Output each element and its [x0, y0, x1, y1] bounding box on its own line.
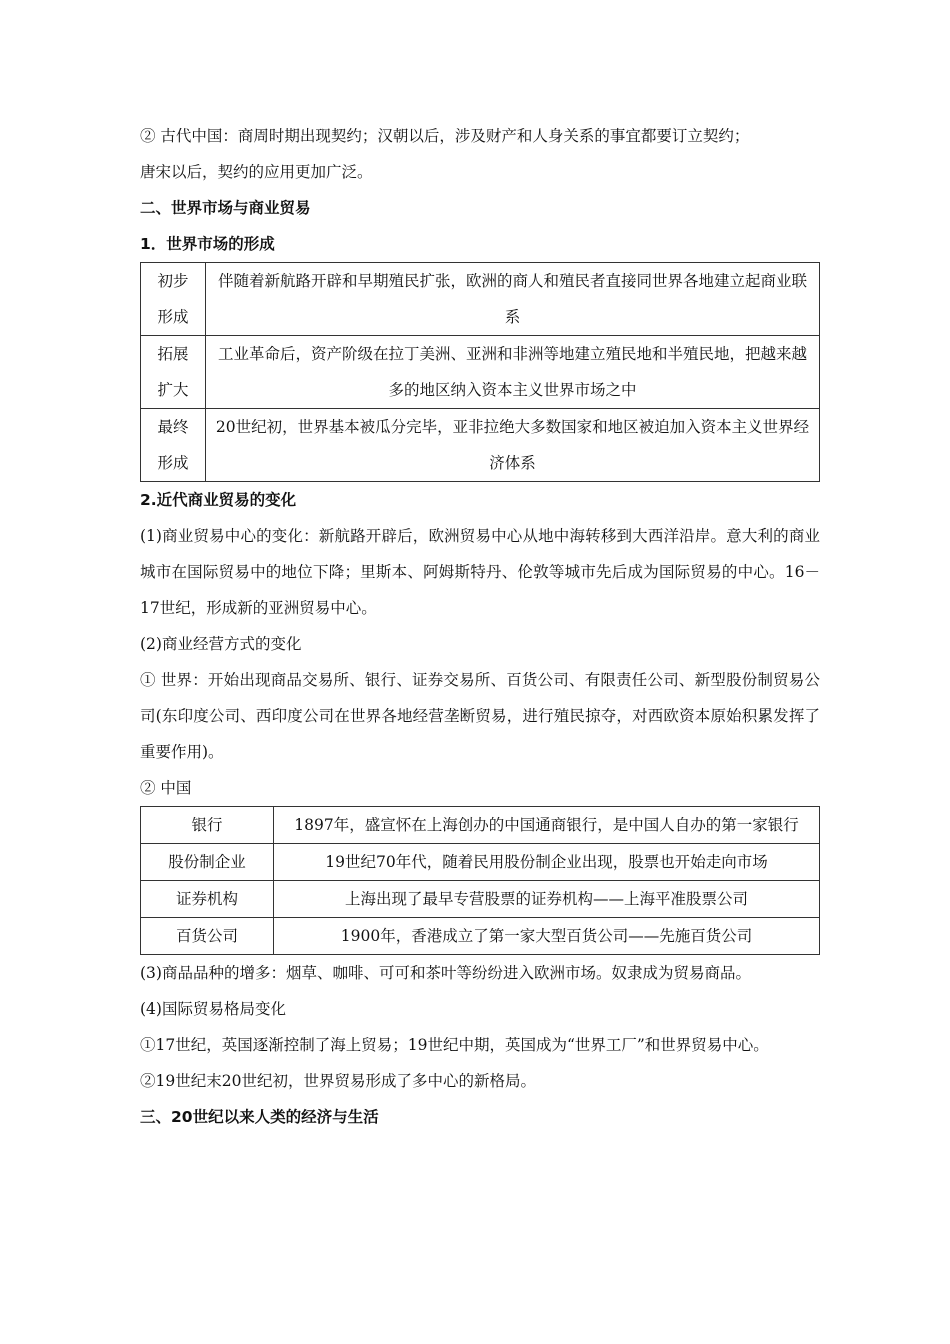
- paragraph-multi-center-trade: ②19世纪末20世纪初，世界贸易形成了多中心的新格局。: [140, 1072, 536, 1090]
- category-description: 19世纪70年代，随着民用股份制企业出现，股票也开始走向市场: [274, 844, 820, 881]
- stage-description: 工业革命后，资产阶级在拉丁美洲、亚洲和非洲等地建立殖民地和半殖民地，把越来越多的地区纳入资本主义世界市场之中: [206, 336, 820, 409]
- table-row: [141, 844, 820, 881]
- document-page: [140, 118, 820, 1135]
- china-business-table: [140, 806, 820, 955]
- category-label: 百货公司: [141, 918, 274, 955]
- paragraph-ancient-china-contract-1: ② 古代中国：商周时期出现契约；汉朝以后，涉及财产和人身关系的事宜都要订立契约；: [140, 127, 750, 145]
- category-description: 上海出现了最早专营股票的证券机构——上海平准股票公司: [274, 881, 820, 918]
- subheading-world-market-formation: 1．世界市场的形成: [140, 235, 275, 253]
- stage-label: 拓展 扩大: [141, 336, 206, 409]
- stage-label: 初步 形成: [141, 263, 206, 336]
- category-description: 1900年，香港成立了第一家大型百货公司——先施百货公司: [274, 918, 820, 955]
- stage-description: 伴随着新航路开辟和早期殖民扩张，欧洲的商人和殖民者直接同世界各地建立起商业联系: [206, 263, 820, 336]
- section-heading-world-market: 二、世界市场与商业贸易: [140, 199, 311, 217]
- table-row: [141, 918, 820, 955]
- paragraph-world-business: ① 世界：开始出现商品交易所、银行、证券交易所、百货公司、有限责任公司、新型股份制贸易公司(东印度公司、西印度公司在世界各地经营垄断贸易，进行殖民掠夺，对西欧资本原始积累发挥了重要作用)。: [140, 671, 820, 761]
- table-row: [141, 409, 820, 482]
- category-label: 股份制企业: [141, 844, 274, 881]
- table-row: [141, 881, 820, 918]
- stage-description: 20世纪初，世界基本被瓜分完毕，亚非拉绝大多数国家和地区被迫加入资本主义世界经济体系: [206, 409, 820, 482]
- table-row: [141, 807, 820, 844]
- world-market-table: [140, 262, 820, 482]
- paragraph-china-label: ② 中国: [140, 779, 192, 797]
- category-label: 银行: [141, 807, 274, 844]
- paragraph-commodity-increase: (3)商品品种的增多：烟草、咖啡、可可和茶叶等纷纷进入欧洲市场。奴隶成为贸易商品。: [140, 964, 751, 982]
- table-row: [141, 336, 820, 409]
- stage-label: 最终 形成: [141, 409, 206, 482]
- subheading-modern-trade-changes: 2.近代商业贸易的变化: [140, 491, 297, 509]
- paragraph-trade-center-change: (1)商业贸易中心的变化：新航路开辟后，欧洲贸易中心从地中海转移到大西洋沿岸。意大利的商业城市在国际贸易中的地位下降；里斯本、阿姆斯特丹、伦敦等城市先后成为国际贸易的中心。16－17世纪，形成新的亚洲贸易中心。: [140, 527, 820, 617]
- section-heading-20th-century: 三、20世纪以来人类的经济与生活: [140, 1108, 379, 1126]
- paragraph-britain-trade: ①17世纪，英国逐渐控制了海上贸易；19世纪中期，英国成为“世界工厂”和世界贸易中心。: [140, 1036, 769, 1054]
- paragraph-trade-pattern-change: (4)国际贸易格局变化: [140, 1000, 286, 1018]
- category-label: 证券机构: [141, 881, 274, 918]
- category-description: 1897年，盛宣怀在上海创办的中国通商银行，是中国人自办的第一家银行: [274, 807, 820, 844]
- paragraph-business-mode-change: (2)商业经营方式的变化: [140, 635, 302, 653]
- paragraph-ancient-china-contract-2: 唐宋以后，契约的应用更加广泛。: [140, 163, 373, 181]
- table-row: [141, 263, 820, 336]
